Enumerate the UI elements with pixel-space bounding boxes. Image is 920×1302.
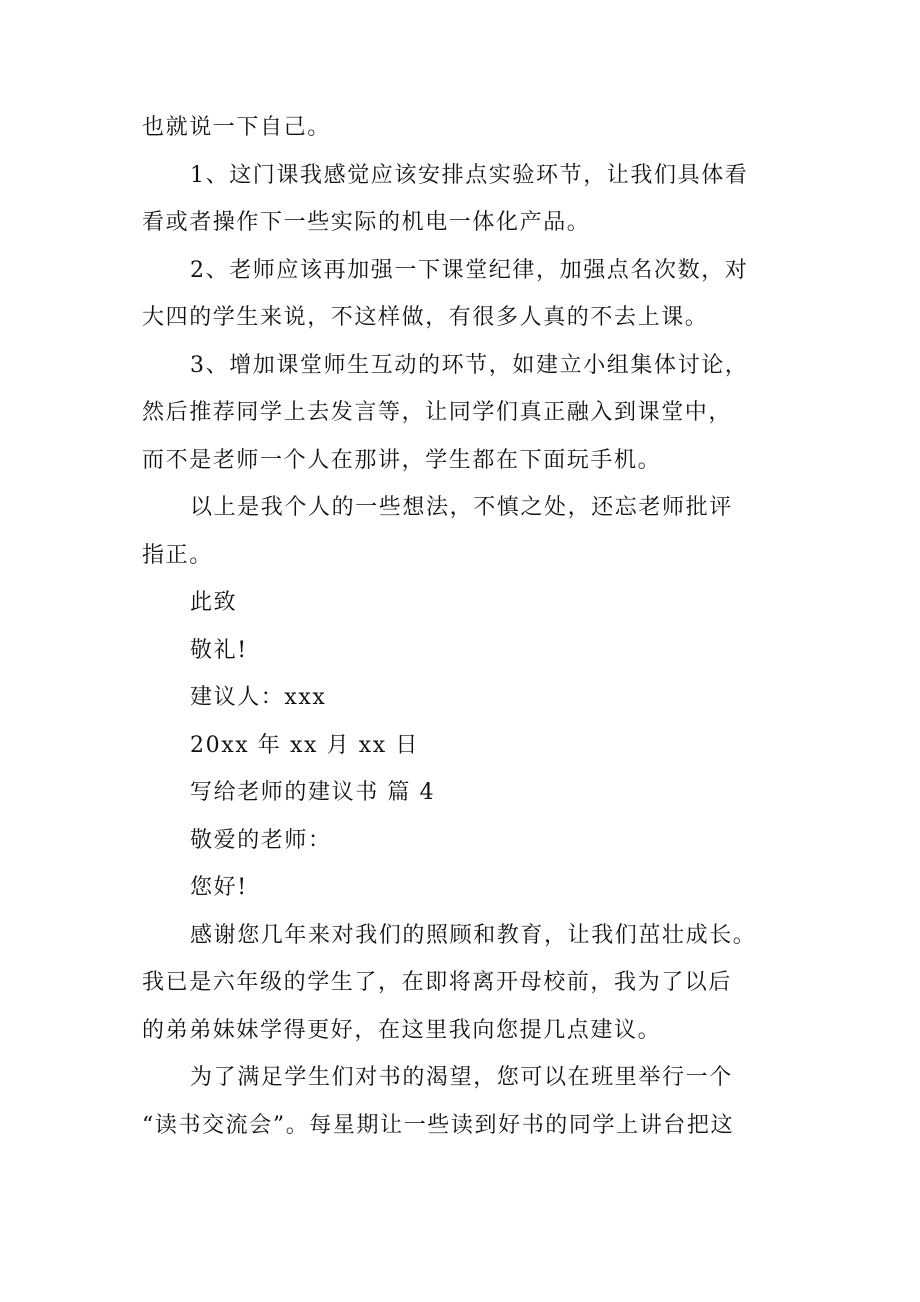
text-line: 感谢您几年来对我们的照顾和教育，让我们茁壮成长。 (190, 922, 757, 948)
text-line: 1、这门课我感觉应该安排点实验环节，让我们具体看 (190, 162, 749, 188)
text-line: 此致 (190, 590, 238, 615)
text-line: 建议人：xxx (190, 685, 327, 710)
text-line: 3、增加课堂师生互动的环节，如建立小组集体讨论， (190, 352, 749, 378)
text-line: 以上是我个人的一些想法，不慎之处，还忘老师批评 (190, 495, 733, 520)
text-line: 指正。 (142, 542, 213, 568)
text-line: 敬礼! (190, 637, 248, 663)
text-line: 看或者操作下一些实际的机电一体化产品。 (142, 210, 591, 235)
text-line: 也就说一下自己。 (142, 115, 331, 140)
text-line: “读书交流会”。每星期让一些读到好书的同学上讲台把这 (142, 1112, 735, 1138)
text-line: 而不是老师一个人在那讲，学生都在下面玩手机。 (142, 447, 662, 473)
text-line: 20xx 年 xx 月 xx 日 (190, 732, 420, 758)
text-line: 我已是六年级的学生了，在即将离开母校前，我为了以后 (142, 970, 733, 995)
text-line: 然后推荐同学上去发言等，让同学们真正融入到课堂中， (142, 400, 733, 425)
text-line: 2、老师应该再加强一下课堂纪律，加强点名次数，对 (190, 257, 749, 283)
text-line: 的弟弟妹妹学得更好，在这里我向您提几点建议。 (142, 1017, 662, 1043)
text-line: 您好! (190, 875, 248, 900)
text-line: 敬爱的老师： (190, 827, 332, 853)
text-line: 大四的学生来说，不这样做，有很多人真的不去上课。 (142, 305, 709, 330)
section-heading: 写给老师的建议书 篇 4 (190, 780, 436, 805)
document-body (142, 104, 782, 1149)
text-line: 为了满足学生们对书的渴望，您可以在班里举行一个 (190, 1065, 733, 1090)
